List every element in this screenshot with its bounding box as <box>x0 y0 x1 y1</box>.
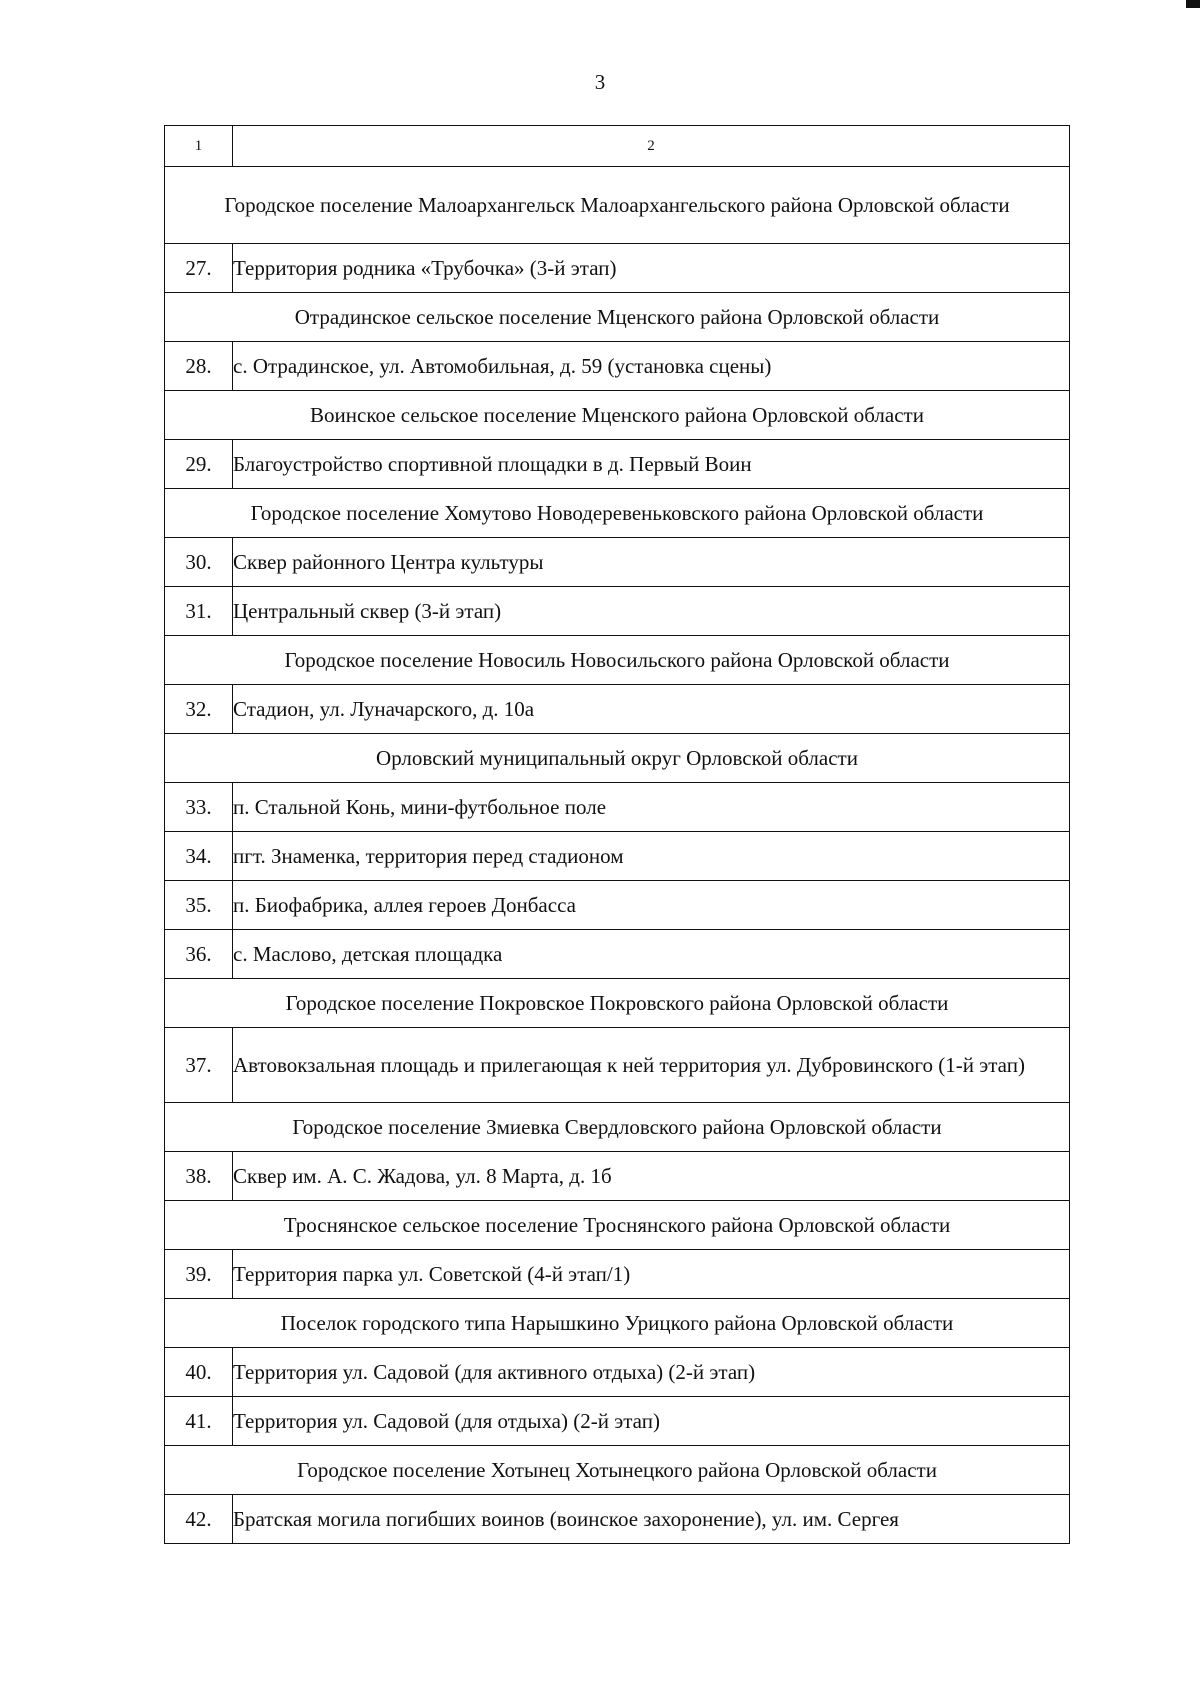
section-row <box>165 734 1070 783</box>
section-title: Троснянское сельское поселение Троснянского района Орловской области <box>165 1201 1070 1250</box>
section-row <box>165 1299 1070 1348</box>
row-number: 40. <box>165 1348 233 1397</box>
table-row <box>165 685 1070 734</box>
row-text: с. Отрадинское, ул. Автомобильная, д. 59 (установка сцены) <box>233 342 1070 391</box>
row-number: 35. <box>165 881 233 930</box>
row-text: Территория парка ул. Советской (4-й этап/1) <box>233 1250 1070 1299</box>
row-number: 38. <box>165 1152 233 1201</box>
table-row <box>165 1495 1070 1544</box>
row-number: 27. <box>165 244 233 293</box>
section-row <box>165 979 1070 1028</box>
row-text: Братская могила погибших воинов (воинское захоронение), ул. им. Сергея <box>233 1495 1070 1544</box>
section-title: Городское поселение Новосиль Новосильского района Орловской области <box>165 636 1070 685</box>
section-title: Воинское сельское поселение Мценского района Орловской области <box>165 391 1070 440</box>
table-header-row <box>165 126 1070 167</box>
section-row <box>165 293 1070 342</box>
row-text: Территория ул. Садовой (для активного отдыха) (2-й этап) <box>233 1348 1070 1397</box>
row-text: Территория родника «Трубочка» (3-й этап) <box>233 244 1070 293</box>
table-row <box>165 1028 1070 1103</box>
row-number: 32. <box>165 685 233 734</box>
objects-table-body <box>165 126 1070 1544</box>
table-row <box>165 783 1070 832</box>
row-text: Благоустройство спортивной площадки в д. Первый Воин <box>233 440 1070 489</box>
section-row <box>165 391 1070 440</box>
section-title: Городское поселение Хотынец Хотынецкого района Орловской области <box>165 1446 1070 1495</box>
row-number: 39. <box>165 1250 233 1299</box>
row-number: 42. <box>165 1495 233 1544</box>
row-text: п. Стальной Конь, мини-футбольное поле <box>233 783 1070 832</box>
row-number: 28. <box>165 342 233 391</box>
section-row <box>165 489 1070 538</box>
section-title: Орловский муниципальный округ Орловской области <box>165 734 1070 783</box>
section-title: Поселок городского типа Нарышкино Урицкого района Орловской области <box>165 1299 1070 1348</box>
table-row <box>165 881 1070 930</box>
row-number: 36. <box>165 930 233 979</box>
header-col-1: 1 <box>165 126 233 167</box>
section-row <box>165 1103 1070 1152</box>
section-row <box>165 1201 1070 1250</box>
page-number: 3 <box>594 70 606 94</box>
table-row <box>165 587 1070 636</box>
header-col-2: 2 <box>233 126 1070 167</box>
table-row <box>165 1397 1070 1446</box>
row-number: 41. <box>165 1397 233 1446</box>
row-number: 30. <box>165 538 233 587</box>
section-title: Городское поселение Змиевка Свердловского района Орловской области <box>165 1103 1070 1152</box>
table-row <box>165 342 1070 391</box>
table-row <box>165 440 1070 489</box>
table-row <box>165 538 1070 587</box>
row-text: п. Биофабрика, аллея героев Донбасса <box>233 881 1070 930</box>
objects-table <box>164 125 1070 1544</box>
row-text: с. Маслово, детская площадка <box>233 930 1070 979</box>
table-row <box>165 244 1070 293</box>
row-number: 29. <box>165 440 233 489</box>
row-number: 33. <box>165 783 233 832</box>
section-row <box>165 167 1070 244</box>
row-text: Центральный сквер (3-й этап) <box>233 587 1070 636</box>
row-number: 37. <box>165 1028 233 1103</box>
table-row <box>165 1152 1070 1201</box>
section-title: Городское поселение Малоархангельск Малоархангельского района Орловской области <box>165 167 1070 244</box>
table-row <box>165 1250 1070 1299</box>
section-title: Городское поселение Хомутово Новодеревеньковского района Орловской области <box>165 489 1070 538</box>
section-row <box>165 636 1070 685</box>
table-row <box>165 1348 1070 1397</box>
section-row <box>165 1446 1070 1495</box>
row-text: Стадион, ул. Луначарского, д. 10а <box>233 685 1070 734</box>
scan-edge-mark <box>1186 0 1200 8</box>
table-row <box>165 930 1070 979</box>
section-title: Городское поселение Покровское Покровского района Орловской области <box>165 979 1070 1028</box>
row-text: Автовокзальная площадь и прилегающая к ней территория ул. Дубровинского (1-й этап) <box>233 1028 1070 1103</box>
row-text: Сквер им. А. С. Жадова, ул. 8 Марта, д. 1б <box>233 1152 1070 1201</box>
row-text: Территория ул. Садовой (для отдыха) (2-й этап) <box>233 1397 1070 1446</box>
row-number: 34. <box>165 832 233 881</box>
table-row <box>165 832 1070 881</box>
row-text: Сквер районного Центра культуры <box>233 538 1070 587</box>
section-title: Отрадинское сельское поселение Мценского района Орловской области <box>165 293 1070 342</box>
row-number: 31. <box>165 587 233 636</box>
row-text: пгт. Знаменка, территория перед стадионом <box>233 832 1070 881</box>
